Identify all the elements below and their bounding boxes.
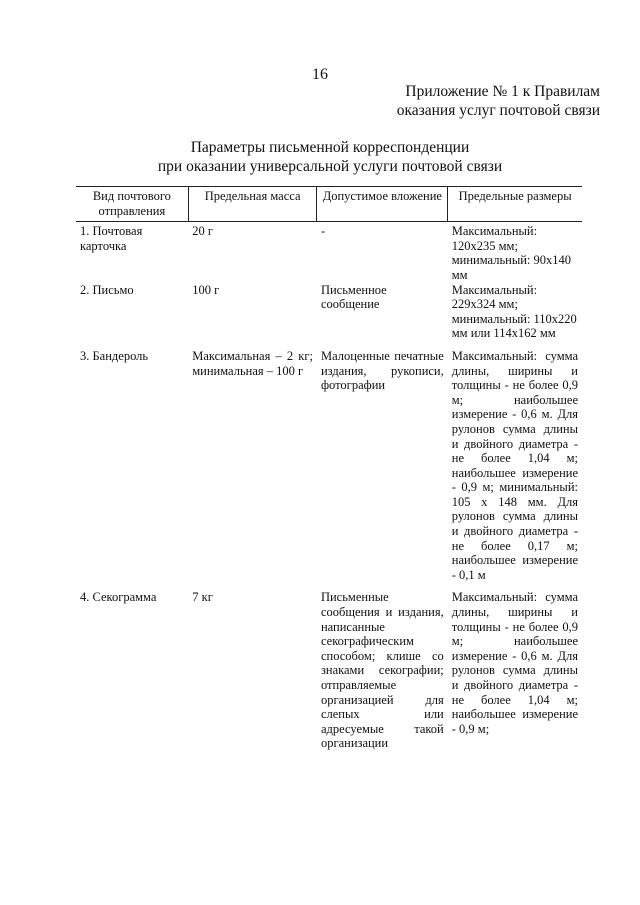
cell-allowed-content: Малоценные печатные издания, рукописи, фотографии	[320, 348, 444, 393]
appendix-line-1: Приложение № 1 к Правилам	[405, 83, 600, 100]
document-title-line-1: Параметры письменной корреспонденции	[190, 139, 470, 156]
table-row	[76, 283, 582, 341]
cell-max-dimensions: Максимальный: сумма длины, ширины и толщины - не более 0,9 м; наибольшее измерение - 0,6 м. Для рулонов сумма длины и двойного диаметра - не более 1,04 м; наибольшее измерение - 0,9 м; минимальный: 105 x 148 мм. Для рулонов сумма длины и двойного диаметра - не более 0,17 м; наибольшее измерение - 0,1 м	[451, 348, 578, 582]
header-max-dimensions: Предельные размеры	[448, 187, 582, 222]
cell-max-mass: Максимальная – 2 кг; минимальная – 100 г	[192, 348, 313, 378]
table-row	[76, 582, 582, 751]
cell-item-type: 2. Письмо	[80, 282, 134, 297]
cell-max-dimensions: Максимальный: 120x235 мм; минимальный: 90x140 мм	[451, 224, 572, 282]
appendix-line-2: оказания услуг почтовой связи	[396, 102, 600, 119]
cell-allowed-content: Письменные сообщения и издания, написанные секографическим способом; клише со знаками секографии; отправляемые организацией для слепых или адресуемые такой организации	[320, 590, 444, 751]
appendix-reference	[397, 82, 600, 120]
header-allowed-content: Допустимое вложение	[317, 187, 448, 222]
cell-item-type: 1. Почтовая карточка	[80, 224, 143, 253]
page-number: 16	[312, 66, 328, 83]
cell-max-mass: 20 г	[192, 224, 214, 239]
table-row	[76, 222, 582, 283]
table-row	[76, 341, 582, 583]
cell-max-dimensions: Максимальный: сумма длины, ширины и толщины - не более 0,9 м; наибольшее измерение - 0,6 м. Для рулонов сумма длины и двойного диаметра - не более 1,04 м; наибольшее измерение - 0,9 м;	[451, 590, 578, 736]
cell-max-mass: 7 кг	[192, 590, 213, 605]
cell-max-mass: 100 г	[192, 282, 220, 297]
document-title-line-2: при оказании универсальной услуги почтовой связи	[157, 158, 503, 175]
cell-item-type: 3. Бандероль	[80, 348, 149, 363]
header-max-mass: Предельная масса	[188, 187, 317, 222]
cell-allowed-content: Письменное сообщение	[320, 282, 387, 312]
table-header-row	[76, 187, 582, 222]
correspondence-parameters-table	[76, 186, 582, 751]
cell-max-dimensions: Максимальный: 229x324 мм; минимальный: 110x220 мм или 114x162 мм	[451, 282, 577, 341]
cell-item-type: 4. Секограмма	[80, 590, 157, 605]
header-item-type: Вид почтового отправления	[76, 187, 188, 222]
cell-allowed-content: -	[320, 224, 326, 239]
document-title	[0, 138, 640, 176]
